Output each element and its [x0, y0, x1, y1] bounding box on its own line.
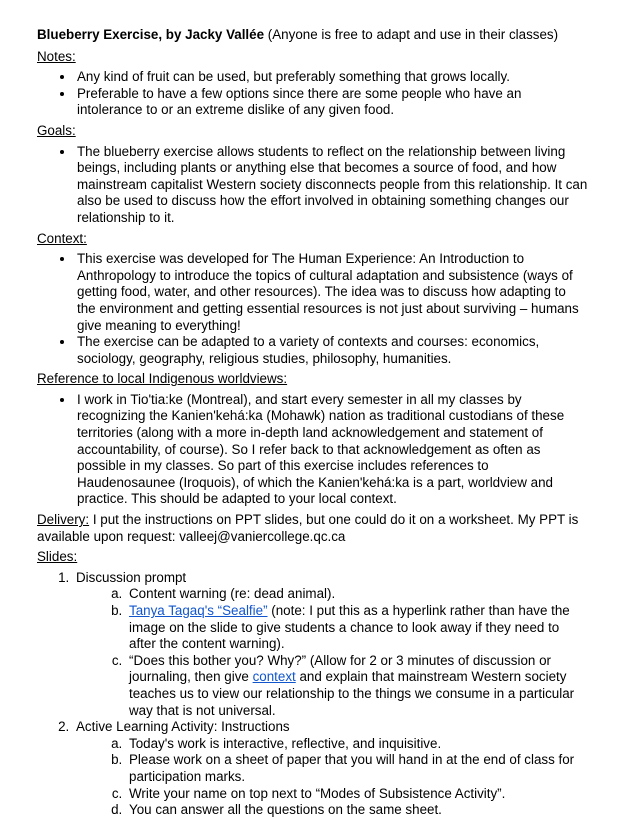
- context-list: [37, 251, 588, 367]
- section-heading-slides: Slides:: [37, 549, 78, 565]
- delivery-text: I put the instructions on PPT slides, but one could do it on a worksheet. My PPT is available upon request: valleej@vaniercollege.qc.ca: [37, 512, 579, 544]
- list-item: [126, 786, 588, 803]
- delivery-paragraph: [37, 512, 588, 545]
- notes-bullet-1: Any kind of fruit can be used, but preferably something that grows locally.: [77, 69, 510, 85]
- sealfie-link[interactable]: Tanya Tagaq's “Sealfie”: [129, 603, 268, 618]
- slide-2a-text: Today's work is interactive, reflective, and inquisitive.: [129, 735, 442, 751]
- delivery-label: Delivery:: [37, 512, 90, 528]
- list-item: [126, 653, 588, 719]
- notes-bullet-2: Preferable to have a few options since there are some people who have an intolerance to or an extreme dislike of any given food.: [77, 85, 522, 118]
- slides-list: [37, 570, 588, 819]
- list-item: [126, 802, 588, 819]
- list-item: [126, 603, 588, 653]
- slide-2b-text: Please work on a sheet of paper that you will hand in at the end of class for participation marks.: [129, 752, 575, 784]
- list-item: [75, 86, 588, 119]
- list-item: [126, 752, 588, 785]
- slide-2-label: Active Learning Activity: Instructions: [76, 719, 290, 735]
- list-item: [75, 251, 588, 334]
- slide-item-1: [73, 570, 588, 719]
- reference-list: [37, 392, 588, 508]
- slide-1a-text: Content warning (re: dead animal).: [129, 586, 336, 602]
- slide-1c-text-after: and explain that mainstream Western society teaches us to view our relationship to the things we consume in a particular way that is not universal.: [129, 669, 575, 718]
- list-item: [75, 69, 588, 86]
- goals-bullet-1: The blueberry exercise allows students to reflect on the relationship between living beings, including plants or anything else that becomes a source of food, and how mainstream capitalist Western society disconnects people from this relationship. It can also be used to discuss how the effort involved in obtaining something changes our relationship to it.: [77, 143, 588, 225]
- context-bullet-1: This exercise was developed for The Human Experience: An Introduction to Anthropology to introduce the topics of cultural adaptation and subsistence (ways of getting food, water, and other resources). The idea was to discuss how adapting to the environment and getting essential resources is not just about surviving – humans give meaning to everything!: [77, 251, 579, 333]
- list-item: [126, 736, 588, 753]
- context-bullet-2: The exercise can be adapted to a variety of contexts and courses: economics, sociology, geography, religious studies, philosophy, humanities.: [77, 334, 540, 366]
- section-heading-reference: Reference to local Indigenous worldviews:: [37, 371, 288, 387]
- reference-bullet-1: I work in Tio'tia:ke (Montreal), and start every semester in all my classes by recognizing the Kanien'kehá:ka (Mohawk) nation as traditional custodians of these territories (along with a more in-depth land acknowledgement and statement of accountability, of course). So I refer back to that acknowledgement as often as possible in my classes. So part of this exercise includes references to Haudenosaunee (Iroquois), of which the Kanien'kehá:ka is a part, worldview and practice. This should be adapted to your local context.: [77, 391, 565, 507]
- slide-1-sublist: [76, 586, 588, 719]
- list-item: [75, 144, 588, 227]
- slide-2d-text: You can answer all the questions on the same sheet.: [129, 802, 442, 818]
- list-item: [75, 392, 588, 508]
- slide-2-sublist: [76, 736, 588, 819]
- list-item: [126, 586, 588, 603]
- notes-list: [37, 69, 588, 119]
- slide-2c-text: Write your name on top next to “Modes of Subsistence Activity”.: [129, 785, 506, 801]
- section-heading-notes: Notes:: [37, 48, 76, 64]
- document-title: [37, 27, 588, 44]
- goals-list: [37, 144, 588, 227]
- list-item: [75, 334, 588, 367]
- context-link[interactable]: context: [252, 669, 296, 685]
- slide-1-label: Discussion prompt: [76, 569, 187, 585]
- section-heading-context: Context:: [37, 230, 87, 246]
- slide-1c-text-before: “Does this bother you? Why?” (Allow for 2 or 3 minutes of discussion or journaling, then give: [129, 652, 551, 685]
- slide-1b-text: (note: I put this as a hyperlink rather than have the image on the slide to give students a chance to look away if they need to after the content warning).: [129, 603, 570, 652]
- section-heading-goals: Goals:: [37, 122, 76, 138]
- title-annotation: (Anyone is free to adapt and use in their classes): [264, 27, 559, 42]
- title-bold-text: Blueberry Exercise, by Jacky Vallée: [37, 27, 265, 42]
- slide-item-2: [73, 719, 588, 819]
